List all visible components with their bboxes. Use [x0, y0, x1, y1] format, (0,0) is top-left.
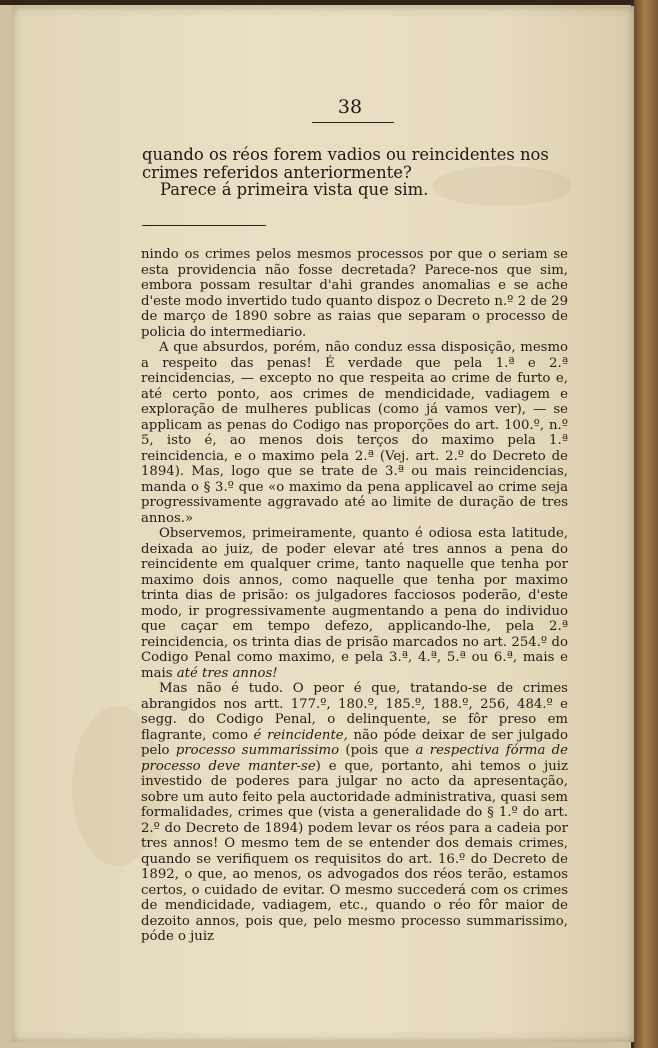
paragraph-text: Mas não é tudo. O peor é que, tratando-se de crimes abrangidos nos artt. 177.º, 180.º, 185.º, 188.º, 256, 484.º e segg. do Codigo Penal, o delinquente, se fôr preso em flagrante, como: [141, 681, 568, 743]
body-text: [141, 247, 568, 945]
paragraph: A que absurdos, porém, não conduz essa disposição, mesmo a respeito das penas! É verdade que pela 1.ª e 2.ª reincidencias, — excepto no que respeita ao crime de furto e, até certo ponto, aos crimes de mendicidade, vadiagem e exploração de mulheres publicas (como já vamos ver), — se applicam as penas do Codigo nas proporções do art. 100.º, n.º 5, isto é, ao menos dois terços do maximo pela 1.ª reincidencia, e o maximo pela 2.ª (Vej. art. 2.º do Decreto de 1894). Mas, logo que se trate de 3.ª ou mais reincidencias, manda o § 3.º que «o maximo da pena applicavel ao crime seja progressivamente aggravado até ao limite de duração de tres annos.»: [141, 340, 568, 526]
scan-top-edge: [0, 0, 658, 5]
emphasis-text: é reincidente,: [253, 727, 348, 743]
section-rule: [142, 225, 266, 226]
paragraph: nindo os crimes pelos mesmos processos por que o seriam se esta providencia não fosse decretada? Parece-nos que sim, embora possam resultar d'ahi grandes anomalias e se ache d'este modo invertido tudo quanto dispoz o Decreto n.º 2 de 29 de março de 1890 sobre as raias que separam o processo de policia do intermediario.: [141, 247, 568, 340]
heading-line-2: Parece á primeira vista que sim.: [160, 180, 429, 199]
emphasis-text: até tres annos!: [176, 665, 278, 681]
page-number: 38: [337, 96, 363, 118]
paragraph-text: ) e que, portanto, ahi temos o juiz investido de poderes para julgar no acto da apresentação, sobre um auto feito pela auctoridade administrativa, quasi sem formalidades, crimes que (vista a generalidade do § 1.º do art. 2.º do Decreto de 1894) podem levar os réos para a cadeia por tres annos! O mesmo tem de se entender dos demais crimes, quando se verifiquem os requisitos do art. 16.º do Decreto de 1892, o que, ao menos, os advogados dos réos terão, estamos certos, o cuidado de evitar. O mesmo succederá com os crimes de mendicidade, vadiagem, etc., quando o réo fôr maior de dezoito annos, pois que, pelo mesmo processo summarissimo, póde o juiz: [141, 758, 568, 944]
paragraph: [141, 526, 568, 681]
paragraph-text: não póde deixar de ser julgado pelo: [141, 727, 568, 758]
paragraph-text: Observemos, primeiramente, quanto é odiosa esta latitude, deixada ao juiz, de poder elevar até tres annos a pena do reincidente em qualquer crime, tanto naquelle que tenha por maximo dois annos, como naquelle que tenha por maximo trinta dias de prisão: os julgadores facciosos poderão, d'este modo, ir progressivamente augmentando a pena do individuo que caçar em tempo defezo, applicando-lhe, pela 2.ª reincidencia, os trinta dias de prisão marcados no art. 254.º do Codigo Penal como maximo, e pela 3.ª, 4.ª, 5.ª ou 6.ª, mais e mais: [141, 526, 568, 681]
paragraph: [141, 681, 568, 945]
emphasis-text: a respectiva fórma de processo deve manter-se: [141, 743, 569, 774]
paragraph-text: (pois que: [339, 743, 416, 758]
heading-block: [142, 146, 572, 199]
heading-line-1: quando os réos forem vadios ou reincidentes nos crimes referidos anteriormente?: [142, 145, 549, 182]
book-binding: [634, 0, 658, 1048]
header-rule: [312, 122, 394, 123]
emphasis-text: processo summarissimo: [175, 743, 340, 758]
